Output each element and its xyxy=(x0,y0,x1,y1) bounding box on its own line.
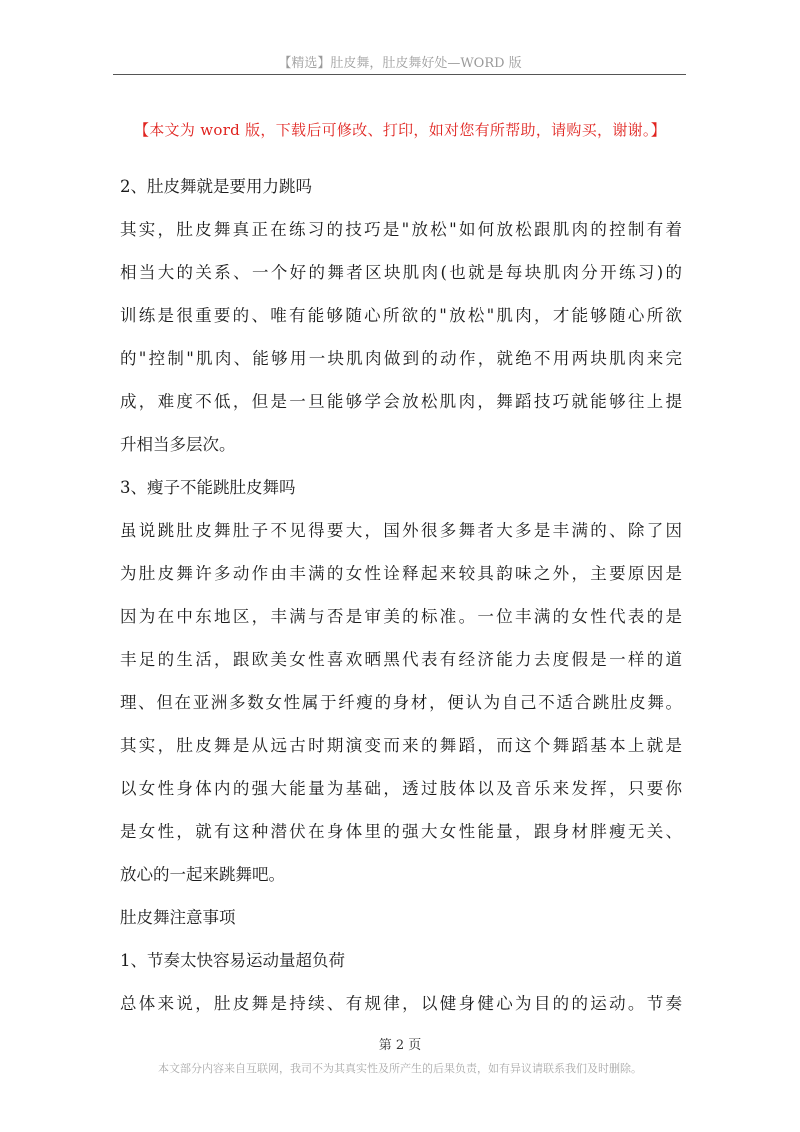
page-number: 第 2 页 xyxy=(378,1038,422,1053)
page-header: 【精选】肚皮舞，肚皮舞好处—WORD 版 xyxy=(278,56,522,71)
section-heading: 肚皮舞注意事项 xyxy=(120,908,236,927)
body-line: 理、但在亚洲多数女性属于纤瘦的身材，便认为自己不适合跳肚皮舞。 xyxy=(120,693,682,712)
body-line: 其实，肚皮舞真正在练习的技巧是"放松"如何放松跟肌肉的控制有着 xyxy=(120,220,682,239)
document-body xyxy=(120,165,682,1025)
header-divider xyxy=(113,74,686,75)
body-line: 因为在中东地区，丰满与否是审美的标准。一位丰满的女性代表的是 xyxy=(120,607,682,626)
footer-disclaimer: 本文部分内容来自互联网，我司不为其真实性及所产生的后果负责，如有异议请联系我们及时删除。 xyxy=(158,1062,642,1075)
body-line: 成，难度不低，但是一旦能够学会放松肌肉，舞蹈技巧就能够往上提 xyxy=(120,392,682,411)
body-line: 放心的一起来跳舞吧。 xyxy=(120,865,285,884)
body-line: 以女性身体内的强大能量为基础，透过肢体以及音乐来发挥，只要你 xyxy=(120,779,682,798)
body-line: 是女性，就有这种潜伏在身体里的强大女性能量，跟身材胖瘦无关、 xyxy=(120,822,682,841)
body-line: 相当大的关系、一个好的舞者区块肌肉(也就是每块肌肉分开练习)的 xyxy=(120,263,682,282)
section-heading: 1、节奏太快容易运动量超负荷 xyxy=(120,951,345,970)
section-heading: 3、瘦子不能跳肚皮舞吗 xyxy=(120,478,296,497)
section-heading: 2、肚皮舞就是要用力跳吗 xyxy=(120,177,312,196)
body-line: 虽说跳肚皮舞肚子不见得要大，国外很多舞者大多是丰满的、除了因 xyxy=(120,521,682,540)
body-line: 总体来说，肚皮舞是持续、有规律，以健身健心为目的的运动。节奏 xyxy=(120,994,682,1013)
body-line: 为肚皮舞许多动作由丰满的女性诠释起来较具韵味之外，主要原因是 xyxy=(120,564,682,583)
body-line: 的"控制"肌肉、能够用一块肌肉做到的动作，就绝不用两块肌肉来完 xyxy=(120,349,682,368)
body-line: 训练是很重要的、唯有能够随心所欲的"放松"肌肉，才能够随心所欲 xyxy=(120,306,682,325)
purchase-notice: 【本文为 word 版，下载后可修改、打印，如对您有所帮助，请购买，谢谢。】 xyxy=(133,121,667,139)
body-line: 升相当多层次。 xyxy=(120,435,236,454)
body-line: 其实，肚皮舞是从远古时期演变而来的舞蹈，而这个舞蹈基本上就是 xyxy=(120,736,682,755)
body-line: 丰足的生活，跟欧美女性喜欢晒黑代表有经济能力去度假是一样的道 xyxy=(120,650,682,669)
